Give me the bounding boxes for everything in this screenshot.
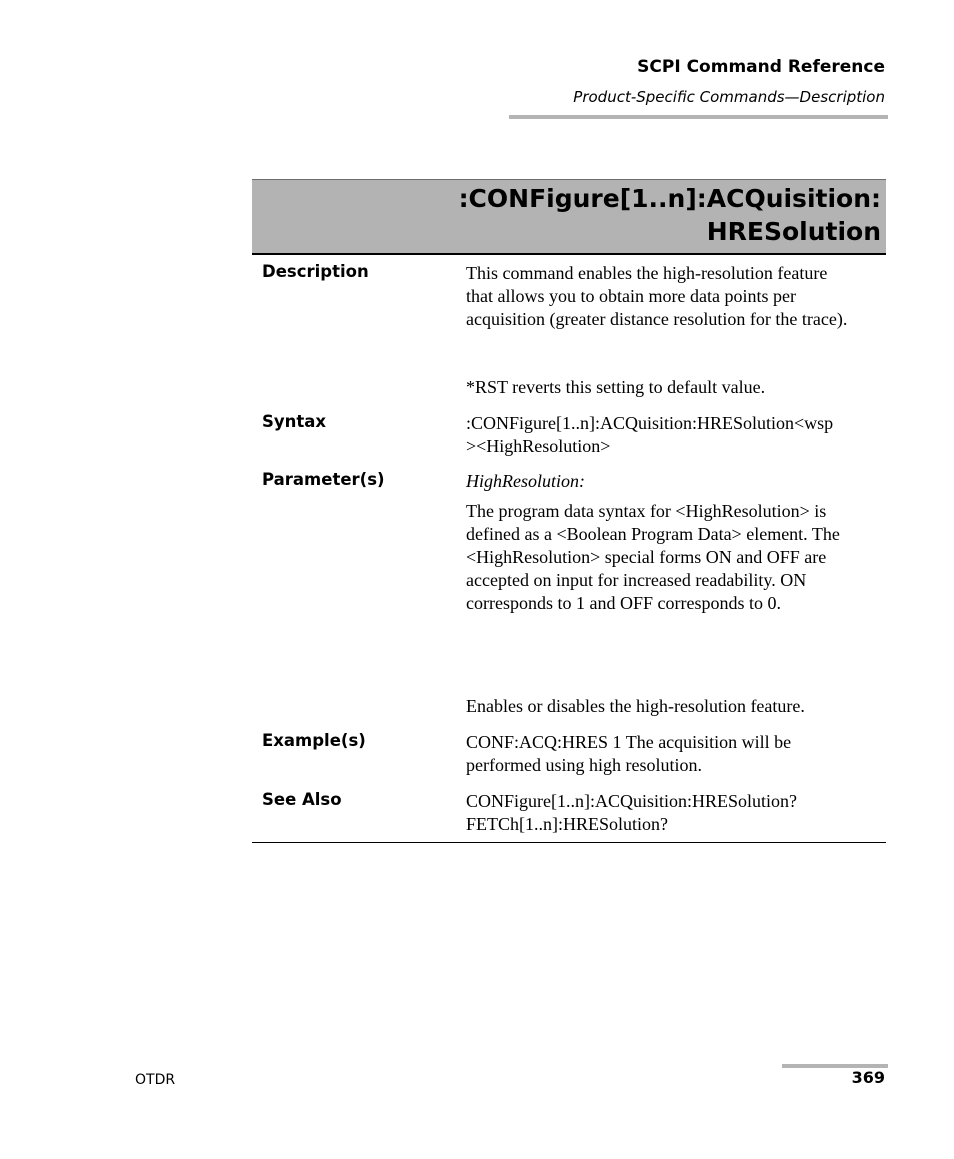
running-header-subtitle: Product-Specific Commands—Description — [573, 88, 885, 106]
see-also-link-hresolution-query[interactable]: CONFigure[1..n]:ACQuisition:HRESolution? — [466, 791, 798, 811]
command-title-line2: HRESolution — [706, 217, 881, 246]
parameter-description: The program data syntax for <HighResolution> is defined as a <Boolean Program Data> element. The <HighResolution> special forms ON and OFF are accepted on input for increased readability. ON corresponds to 1 and OFF corresponds to 0. — [466, 501, 840, 613]
example-text: CONF:ACQ:HRES 1 The acquisition will be performed using high resolution. — [466, 732, 792, 775]
description-label: Description — [262, 262, 369, 281]
table-bottom-rule — [252, 842, 886, 843]
see-also-link-fetch-hresolution[interactable]: FETCh[1..n]:HRESolution? — [466, 814, 668, 834]
parameter-name: HighResolution: — [466, 471, 585, 491]
see-also-text — [466, 790, 886, 836]
command-banner — [252, 179, 886, 255]
syntax-text — [466, 412, 886, 458]
examples-label: Example(s) — [262, 731, 366, 750]
running-header-title: SCPI Command Reference — [637, 57, 885, 77]
page-number: 369 — [851, 1068, 885, 1087]
syntax-label: Syntax — [262, 412, 327, 431]
header-divider — [509, 115, 888, 119]
footer-product: OTDR — [135, 1072, 176, 1088]
command-title — [459, 182, 881, 248]
syntax-line2: ><HighResolution> — [466, 436, 611, 456]
parameter-effect: Enables or disables the high-resolution feature. — [466, 696, 805, 716]
see-also-label: See Also — [262, 790, 342, 809]
command-title-line1: :CONFigure[1..n]:ACQuisition: — [458, 184, 881, 213]
description-rst-note: *RST reverts this setting to default value. — [466, 377, 766, 397]
description-text: This command enables the high-resolution feature that allows you to obtain more data points per acquisition (greater distance resolution for the trace). — [466, 263, 848, 329]
parameters-label: Parameter(s) — [262, 470, 385, 489]
syntax-line1: :CONFigure[1..n]:ACQuisition:HRESolution<wsp — [466, 413, 834, 433]
